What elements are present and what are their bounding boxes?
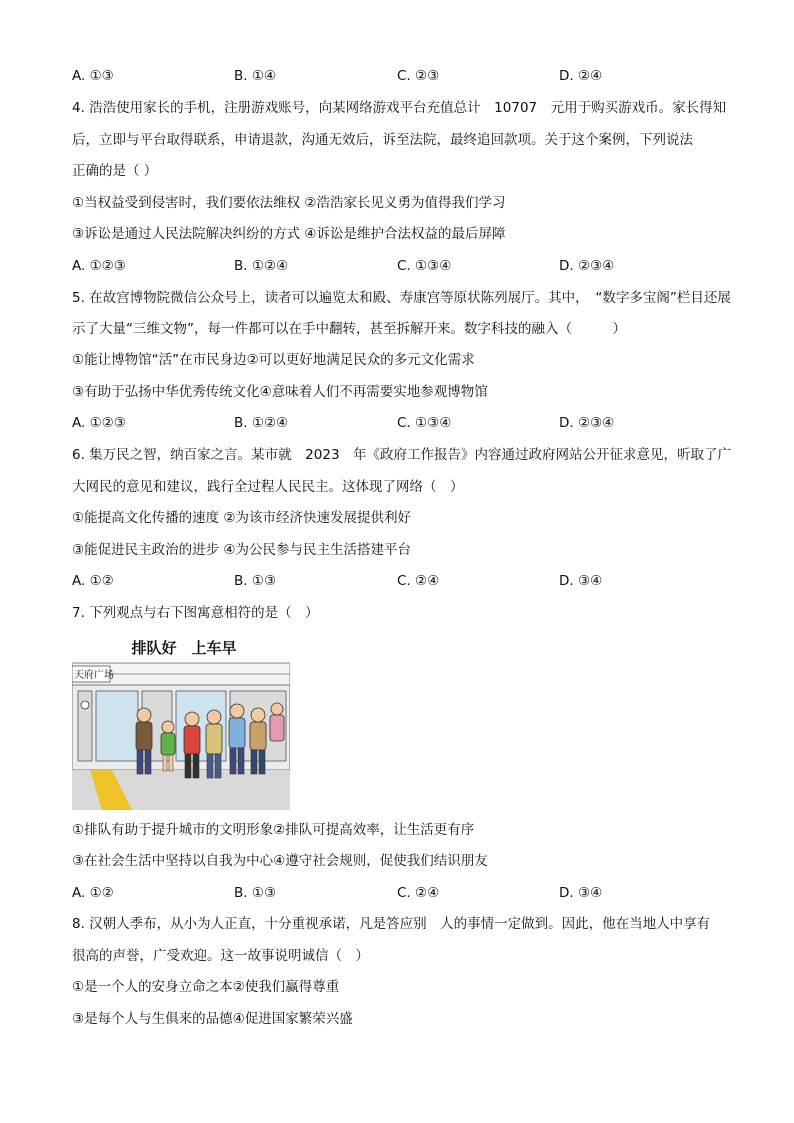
option-b[interactable]: B. ①②④ (234, 258, 289, 274)
q4-statement-1: ①当权益受到侵害时，我们要依法维权 ②浩浩家长见义勇为值得我们学习 (72, 195, 506, 211)
queue-illustration (72, 633, 290, 810)
q8-stem-line-2: 很高的声誉，广受欢迎。这一故事说明诚信（ ） (72, 948, 369, 964)
option-a[interactable]: A. ①②③ (72, 258, 126, 274)
option-a[interactable]: A. ①②③ (72, 415, 126, 431)
option-d[interactable]: D. ③④ (559, 885, 603, 901)
option-a[interactable]: A. ①② (72, 573, 114, 589)
q8-stem-line-1: 8. 汉朝人季布，从小为人正直，十分重视承诺，凡是答应别 人的事情一定做到。因此，他在当地人中享有 (72, 916, 711, 932)
q4-statement-2: ③诉讼是通过人民法院解决纠纷的方式 ④诉讼是维护合法权益的最后屏障 (72, 226, 506, 242)
figure-title: 排队好 上车早 (131, 639, 237, 657)
q5-statement-2: ③有助于弘扬中华优秀传统文化④意味着人们不再需要实地参观博物馆 (72, 384, 488, 400)
q4-stem-line-2: 后，立即与平台取得联系，申请退款，沟通无效后，诉至法院，最终追回款项。关于这个案例，下列说法 (72, 132, 693, 148)
option-d[interactable]: D. ③④ (559, 573, 603, 589)
q6-stem-line-1: 6. 集万民之智，纳百家之言。某市就 2023 年《政府工作报告》内容通过政府网站公开征求意见，听取了广 (72, 447, 732, 463)
q4-stem-line-1: 4. 浩浩使用家长的手机，注册游戏账号，向某网络游戏平台充值总计 10707 元用于购买游戏币。家长得知 (72, 100, 727, 116)
q6-stem-line-2: 大网民的意见和建议，践行全过程人民民主。这体现了网络（ ） (72, 479, 464, 495)
option-c[interactable]: C. ②③ (397, 68, 440, 84)
q3-options (72, 66, 722, 86)
q8-statement-1: ①是一个人的安身立命之本②使我们赢得尊重 (72, 979, 340, 995)
q6-options (72, 571, 722, 591)
option-b[interactable]: B. ①②④ (234, 415, 289, 431)
option-c[interactable]: C. ②④ (397, 573, 440, 589)
option-b[interactable]: B. ①③ (234, 885, 277, 901)
option-c[interactable]: C. ②④ (397, 885, 440, 901)
q8-statement-2: ③是每个人与生俱来的品德④促进国家繁荣兴盛 (72, 1011, 353, 1027)
option-b[interactable]: B. ①③ (234, 573, 277, 589)
q5-statement-1: ①能让博物馆“活”在市民身边②可以更好地满足民众的多元文化需求 (72, 352, 475, 368)
station-sign-text: 天府广场 (74, 670, 114, 681)
q4-options (72, 256, 722, 276)
option-d[interactable]: D. ②③④ (559, 258, 615, 274)
q5-options (72, 413, 722, 433)
option-c[interactable]: C. ①③④ (397, 258, 452, 274)
q7-statement-2: ③在社会生活中坚持以自我为中心④遵守社会规则，促使我们结识朋友 (72, 853, 488, 869)
q5-stem-line-2: 示了大量“三维文物”，每一件都可以在手中翻转，甚至拆解开来。数字科技的融入（ ） (72, 321, 626, 337)
option-d[interactable]: D. ②④ (559, 68, 603, 84)
option-a[interactable]: A. ①② (72, 885, 114, 901)
q7-statement-1: ①排队有助于提升城市的文明形象②排队可提高效率，让生活更有序 (72, 822, 475, 838)
option-b[interactable]: B. ①④ (234, 68, 277, 84)
q6-statement-1: ①能提高文化传播的速度 ②为该市经济快速发展提供利好 (72, 510, 411, 526)
q5-stem-line-1: 5. 在故宫博物院微信公众号上，读者可以遍览太和殿、寿康宫等原状陈列展厅。其中， “数字多宝阁”栏目还展 (72, 290, 731, 306)
option-a[interactable]: A. ①③ (72, 68, 114, 84)
q7-stem: 7. 下列观点与右下图寓意相符的是（ ） (72, 605, 319, 621)
q4-stem-line-3: 正确的是（ ） (72, 163, 158, 179)
q6-statement-2: ③能促进民主政治的进步 ④为公民参与民主生活搭建平台 (72, 542, 411, 558)
q7-options (72, 883, 722, 903)
option-d[interactable]: D. ②③④ (559, 415, 615, 431)
option-c[interactable]: C. ①③④ (397, 415, 452, 431)
